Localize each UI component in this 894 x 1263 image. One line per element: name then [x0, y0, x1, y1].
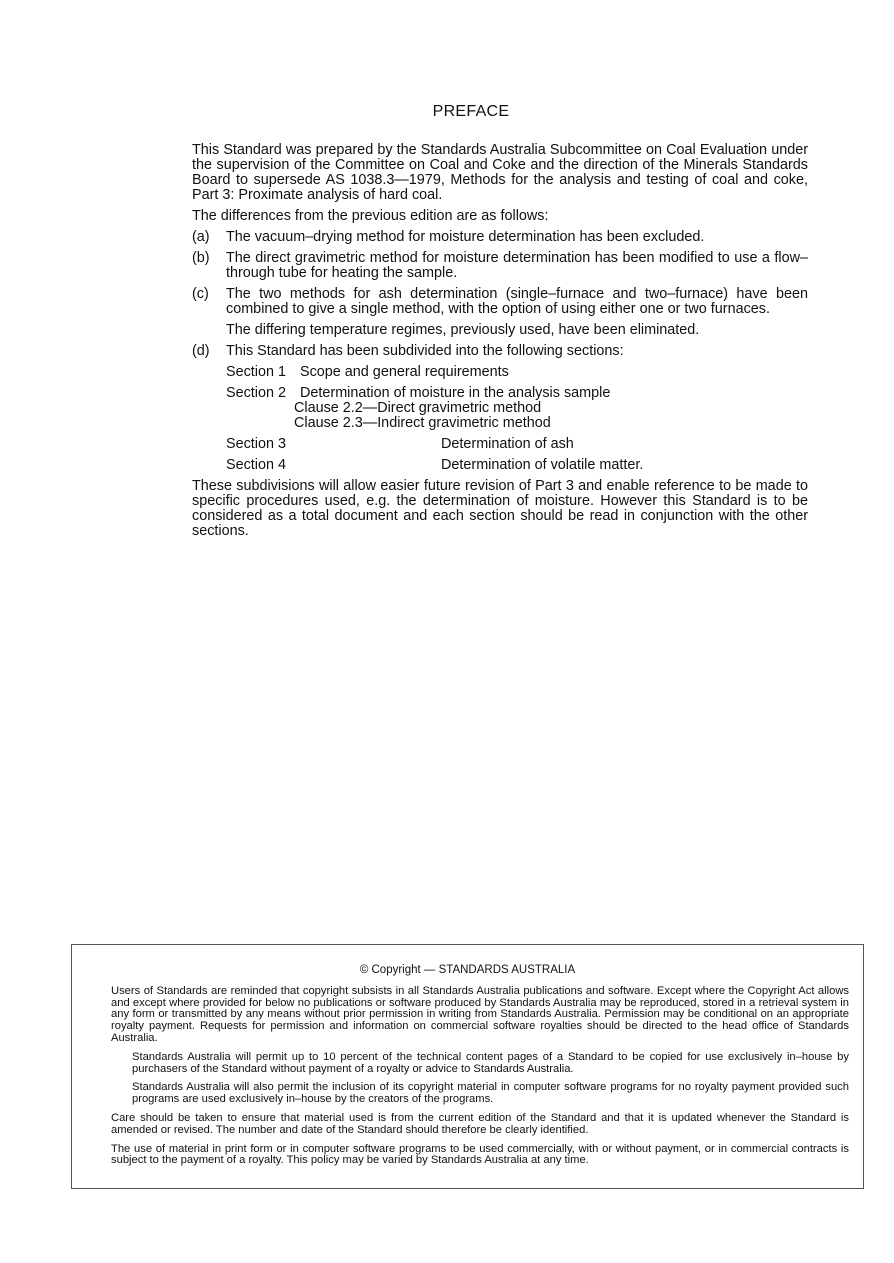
copyright-title: © Copyright — STANDARDS AUSTRALIA: [359, 964, 576, 976]
closing-paragraph: These subdivisions will allow easier future revision of Part 3 and enable reference to be made to specific procedures used, e.g. the determination of moisture. However this Standard is to be considered as a total document and each section should be read in conjunction with the other sections.: [192, 478, 808, 539]
list-item-c: [192, 287, 808, 317]
section-number: Section 1: [226, 364, 287, 380]
copyright-paragraph: Users of Standards are reminded that copyright subsists in all Standards Australia publications and software. Except where the Copyright Act allows and except where provided for below no publications or software produced by Standards Australia may be reproduced, stored in a retrieval system in any form or transmitted by any means without prior permission in writing from Standards Australia. Permission may be conditional on an appropriate royalty payment. Requests for permission and information on commercial software royalties should be directed to the head office of Standards Australia.: [111, 984, 849, 1044]
copyright-paragraph: Standards Australia will also permit the inclusion of its copyright material in computer software programs for no royalty payment provided such programs are used exclusively in–house by the creators of the programs.: [132, 1081, 849, 1106]
list-text: This Standard has been subdivided into the following sections:: [226, 343, 624, 359]
list-label: (d): [192, 343, 210, 359]
list-item-d: [192, 344, 808, 359]
list-text: The direct gravimetric method for moisture determination has been modified to use a flow–through tube for heating the sample.: [226, 250, 808, 281]
section-title: Determination of ash: [441, 436, 574, 452]
intro-paragraph: This Standard was prepared by the Standards Australia Subcommittee on Coal Evaluation under the supervision of the Committee on Coal and Coke and the direction of the Minerals Standards Board to supersede AS 1038.3—1979, Methods for the analysis and testing of coal and coke, Part 3: Proximate analysis of hard coal.: [192, 142, 808, 203]
section-4-row: [192, 458, 808, 473]
list-label: (b): [192, 250, 210, 266]
list-text: The vacuum–drying method for moisture determination has been excluded.: [226, 229, 705, 245]
copyright-paragraph: Care should be taken to ensure that material used is from the current edition of the Standard and that it is updated whenever the Standard is amended or revised. The number and date of the Standard should therefore be clearly identified.: [111, 1111, 849, 1136]
section-number: Section 4: [226, 457, 287, 473]
list-item-c-note: The differing temperature regimes, previously used, have been eliminated.: [226, 322, 700, 338]
copyright-notice-box: [71, 944, 864, 1189]
section-number: Section 2: [226, 385, 287, 401]
section-number: Section 3: [226, 436, 287, 452]
list-item-b: [192, 251, 808, 281]
section-title: Scope and general requirements: [300, 364, 509, 380]
section-1-row: [192, 365, 808, 380]
list-item-a: [192, 230, 808, 245]
section-2-row: [192, 386, 808, 401]
clause-2-2: Clause 2.2—Direct gravimetric method: [294, 400, 542, 416]
preface-body: [192, 143, 808, 545]
list-label: (c): [192, 286, 209, 302]
section-3-row: [192, 437, 808, 452]
copyright-paragraph: The use of material in print form or in computer software programs to be used commercially, with or without payment, or in commercial contracts is subject to the payment of a royalty. This policy may be varied by Standards Australia at any time.: [111, 1142, 849, 1167]
copyright-paragraph: Standards Australia will permit up to 10 percent of the technical content pages of a Standard to be copied for use exclusively in–house by purchasers of the Standard without payment of a royalty or advice to Standards Australia.: [132, 1050, 849, 1075]
page-title: PREFACE: [432, 103, 510, 120]
clause-2-3: Clause 2.3—Indirect gravimetric method: [294, 415, 551, 431]
list-label: (a): [192, 229, 210, 245]
list-text: The two methods for ash determination (single–furnace and two–furnace) have been combined to give a single method, with the option of using either one or two furnaces.: [226, 286, 808, 317]
section-title: Determination of volatile matter.: [441, 457, 644, 473]
differences-intro: The differences from the previous edition are as follows:: [192, 208, 549, 224]
section-title: Determination of moisture in the analysis sample: [300, 385, 611, 401]
